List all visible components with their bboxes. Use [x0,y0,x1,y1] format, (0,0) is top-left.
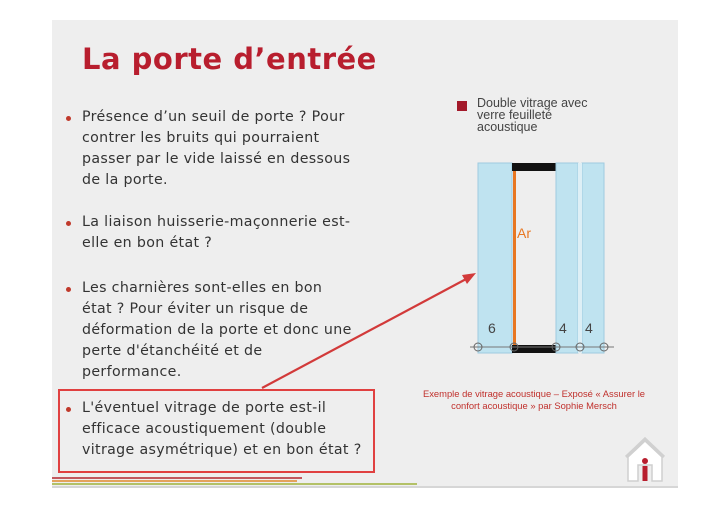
air-gap-line [513,171,516,345]
slide-title: La porte d’entrée [82,42,377,76]
bullet-line: déformation de la porte et donc une [82,322,352,338]
bullet-line: Les charnières sont-elles en bon [82,280,323,296]
spacer-top [512,163,556,171]
slide [52,20,678,488]
spacer-bottom [512,345,556,353]
caption-line: Exemple de vitrage acoustique – Exposé « Assurer le [422,388,645,399]
bullet-line: performance. [82,364,182,380]
bullet-line: La liaison huisserie-maçonnerie est- [82,214,351,230]
legend-line: acoustique [477,120,538,134]
bullet-line: efficace acoustiquement (double [82,421,327,437]
air-gap-label: Ar [517,225,531,241]
bullet-line: elle en bon état ? [82,235,213,251]
thickness-label-6: 6 [488,320,496,336]
acoustic-interlayer [578,163,582,353]
bullet-line: Présence d’un seuil de porte ? Pour [82,109,345,125]
bullet-line: passer par le vide laissé en dessous [82,151,351,167]
thickness-label-4b: 4 [585,320,593,336]
bullet-line: L'éventuel vitrage de porte est-il [82,400,327,416]
footer-decor-lines [52,476,678,490]
bullet-line: contrer les bruits qui pourraient [82,130,320,146]
glazing-diagram [52,20,678,488]
bullet-line: état ? Pour éviter un risque de [82,301,309,317]
diagram-caption [406,388,662,412]
caption-line: confort acoustique » par Sophie Mersch [451,400,617,411]
legend-line: verre feuilleté [477,108,553,122]
bullet-line: perte d'étanchéité et de [82,343,263,359]
legend-line: Double vitrage avec [477,96,588,110]
bullet-line: de la porte. [82,172,168,188]
bullet-line: vitrage asymétrique) et en bon état ? [82,442,362,458]
thickness-label-4a: 4 [559,320,567,336]
